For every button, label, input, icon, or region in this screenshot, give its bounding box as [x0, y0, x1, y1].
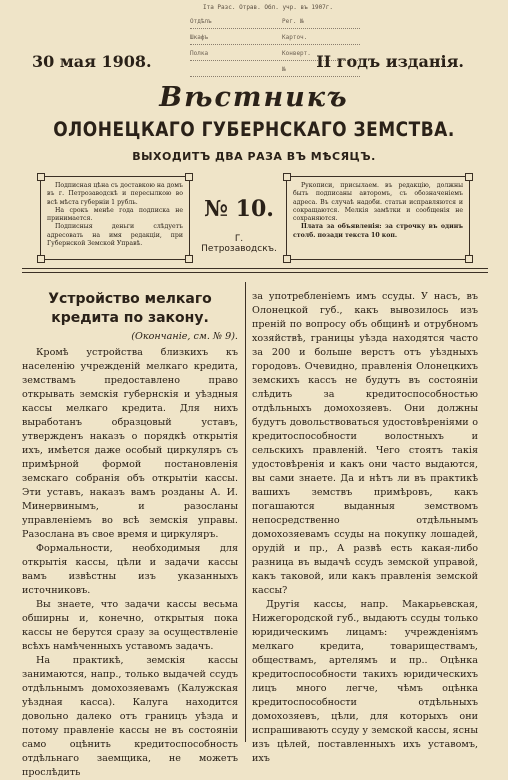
article-paragraph: Вы знаете, что задачи кассы весьма обширны и, конечно, открытыя пока кассы не берутся сразу за осуществленіе всѣхъ намѣченныхъ уставомъ задачъ.	[22, 599, 238, 652]
article-paragraph: Кромѣ устройства близкихъ къ населенію учрежденій мелкаго кредита, земствамъ предоставлено право открывать земскія губернскія и уѣздныя кассы мелкаго кредита. Для нихъ выработанъ образцовый уставъ, утвержденъ наказъ о порядкѣ открытія ихъ, имѣется даже особый циркуляръ съ примѣрной формой постановленія земскаго собранія объ открытіи кассы. Эти уставъ, наказъ вамъ розданы А. И. Минервинымъ, и разосланы управленіемъ во всѣ земскія управы. Разослана въ свое время и циркуляръ.	[22, 347, 238, 540]
library-stamp: Іта Разс. Отрав. Обл. учр. въ 1907г.	[202, 4, 334, 11]
stamp-row: Шкафъ Карточ.	[190, 34, 360, 45]
subscription-box	[40, 176, 190, 260]
ad-pricing: Плата за объявленія: за строчку въ одинъ столб. позади текста 10 коп.	[293, 223, 463, 239]
stamp-row: Отдѣлъ Рег. №	[190, 18, 360, 29]
article-continuation-note: (Окончаніе, см. № 9).	[131, 331, 238, 342]
subscription-address: Подписныя деньги слѣдуетъ адресовать на имя редакціи, при Губернской Земской Управѣ.	[47, 223, 183, 248]
subscription-price: Подписная цѣна съ доставкою на домъ въ г. Петрозаводскѣ и пересылкою во всѣ мѣста губерніи 1 рубль.	[47, 182, 183, 206]
frame-corner	[185, 255, 193, 263]
column-divider	[245, 282, 246, 742]
header-divider-thin	[22, 272, 488, 273]
article-paragraph: Формальности, необходимыя для открытія кассы, цѣли и задачи кассы вамъ извѣстны изъ указанныхъ источниковъ.	[22, 543, 238, 596]
stamp-row: №	[190, 66, 360, 77]
publication-city: Г. Петрозаводскъ.	[201, 234, 277, 254]
manuscript-rules: Рукописи, присылаем. въ редакцію, должны быть подписаны авторомъ, съ обозначеніемъ адреса. Въ случаѣ надоби. статьи исправляются и сокращаются. Мелкія замѣтки и сообщенія не сохраняются.	[293, 182, 463, 223]
article-column-right	[252, 290, 478, 766]
article-column-left	[22, 290, 238, 780]
issue-date: 30 мая 1908.	[32, 52, 152, 71]
stamp-row: Полка Конверт.	[190, 50, 360, 61]
article-paragraph: Другія кассы, напр. Макарьевская, Нижегородской губ., выдаютъ ссуды только юридическимъ лицамъ: учрежденіямъ мелкаго кредита, товариществамъ, обществамъ, артелямъ и пр.. Оцѣнка кредитоспособности такихъ юридическихъ лицъ много легче, чѣмъ оцѣнка кредитоспособности отдѣльныхъ домохозяевъ, цѣли, для которыхъ они испрашиваютъ ссуду у земской кассы, ясны изъ цѣлей, поставленныхъ ихъ уставомъ, ихъ	[252, 599, 478, 764]
frame-corner	[283, 255, 291, 263]
frame-corner	[185, 173, 193, 181]
masthead-subtitle: ОЛОНЕЦКАГО ГУБЕРНСКАГО ЗЕМСТВА.	[53, 118, 455, 142]
article-paragraph: за употребленіемъ имъ ссуды. У насъ, въ Олонецкой губ., какъ вывозилось изъ преній по вопросу объ общинѣ и отрубномъ хозяйствѣ, границы уѣзда находятся часто за 200 и больше верстъ отъ уѣздныхъ городовъ. Очевидно, правленія Олонецкихъ земскихъ кассъ не будутъ въ состояніи слѣдить за кредитоспособностью отдѣльныхъ домохозяевъ. Они должны будутъ довольствоваться удостовѣреніями о кредитоспособности волостныхъ и сельскихъ правленій. Чего стоятъ такія удостовѣренія и какъ они часто выдаются, вы сами знаете. Да и нѣтъ ли въ практикѣ вашихъ земствъ примѣровъ, какъ погашаются выданныя земствомъ непосредственно отдѣльнымъ домохозяевамъ ссуды на покупку лошадей, орудій и пр., А развѣ есть какая-либо разница въ выдачѣ ссудъ земской управой, какъ таковой, или какъ правленія земской кассы?	[252, 291, 478, 596]
header-divider	[22, 268, 488, 269]
article-title: Устройство мелкаго кредита по закону.	[48, 291, 212, 326]
publication-year: II годъ изданія.	[316, 52, 464, 71]
frame-corner	[465, 255, 473, 263]
frame-corner	[283, 173, 291, 181]
editorial-notice-box	[286, 176, 470, 260]
issue-number: № 10.	[204, 196, 274, 222]
frame-corner	[465, 173, 473, 181]
subscription-term: На срокъ менѣе года подписка не принимается.	[47, 206, 183, 223]
article-paragraph: На практикѣ, земскія кассы занимаются, напр., только выдачей ссудъ отдѣльнымъ домохозяевамъ (Калужская уѣздная касса). Калуга находится довольно далеко отъ границъ уѣзда и потому правленіе кассы не въ состояніи само оцѣнить кредитоспособность отдѣльнаго заемщика, не можетъ прослѣдить	[22, 655, 238, 778]
frame-corner	[37, 255, 45, 263]
publication-frequency: ВЫХОДИТЪ ДВА РАЗА ВЪ МѢСЯЦЪ.	[132, 150, 376, 163]
masthead-title: Вѣстникъ	[159, 82, 349, 113]
frame-corner	[37, 173, 45, 181]
